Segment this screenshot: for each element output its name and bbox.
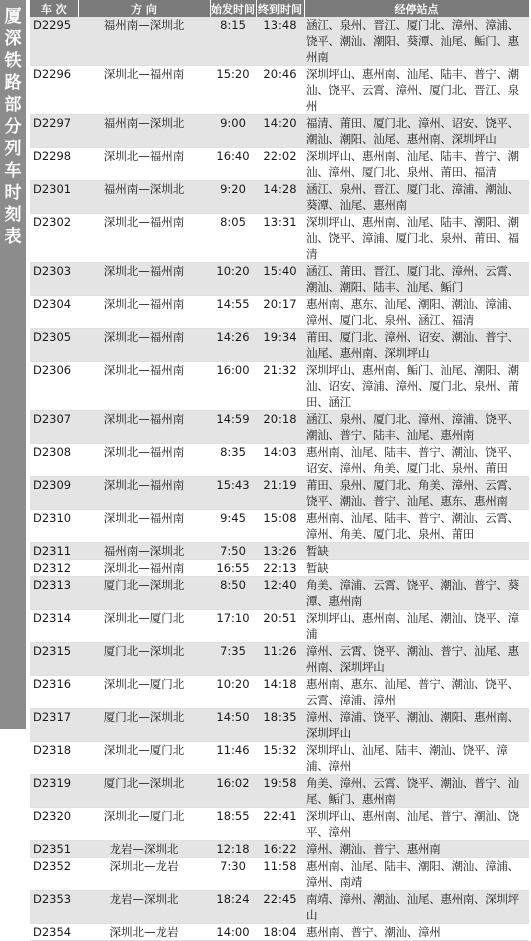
- departure-time: 17:10: [210, 610, 256, 643]
- stops: 深圳坪山、惠州南、汕尾、陆丰、普宁、潮汕、饶平、云霄、漳州、厦门北、晋江、泉州: [304, 66, 529, 115]
- departure-time: 15:20: [210, 66, 256, 115]
- departure-time: 7:30: [210, 858, 256, 891]
- table-row: [30, 858, 529, 891]
- stops: 漳州、云霄、饶平、潮汕、普宁、汕尾、惠州南、深圳坪山: [304, 643, 529, 676]
- table-row: [30, 510, 529, 543]
- departure-time: 9:45: [210, 510, 256, 543]
- table-row: [30, 543, 529, 560]
- side-title-char: 深: [4, 29, 22, 49]
- side-title-char: 表: [4, 227, 22, 247]
- departure-time: 15:43: [210, 477, 256, 510]
- table-row: [30, 115, 529, 148]
- direction: 厦门北—深圳北: [78, 775, 210, 808]
- train-number: D2309: [30, 477, 78, 510]
- arrival-time: 22:02: [256, 148, 304, 181]
- direction: 深圳北—福州南: [78, 214, 210, 263]
- direction: 福州南—深圳北: [78, 115, 210, 148]
- train-number: D2302: [30, 214, 78, 263]
- direction: 福州南—深圳北: [78, 17, 210, 66]
- train-number: D2303: [30, 263, 78, 296]
- stops: 深圳坪山、汕尾、陆丰、潮汕、饶平、漳浦、漳州: [304, 742, 529, 775]
- stops: 漳州、漳浦、饶平、潮汕、潮阳、惠州南、深圳坪山: [304, 709, 529, 742]
- departure-time: 16:55: [210, 560, 256, 577]
- arrival-time: 14:03: [256, 444, 304, 477]
- direction: 龙岩—深圳北: [78, 891, 210, 924]
- table-row: [30, 263, 529, 296]
- table-row: [30, 444, 529, 477]
- train-number: D2307: [30, 411, 78, 444]
- train-number: D2313: [30, 577, 78, 610]
- train-number: D2301: [30, 181, 78, 214]
- side-title-char: 部: [4, 95, 22, 115]
- table-row: [30, 610, 529, 643]
- departure-time: 8:05: [210, 214, 256, 263]
- arrival-time: 20:18: [256, 411, 304, 444]
- train-number: D2318: [30, 742, 78, 775]
- side-title-char: 列: [4, 139, 22, 159]
- header-direction: 方 向: [78, 0, 210, 17]
- table-row: [30, 643, 529, 676]
- direction: 龙岩—深圳北: [78, 841, 210, 858]
- train-number: D2352: [30, 858, 78, 891]
- departure-time: 14:00: [210, 924, 256, 941]
- train-number: D2306: [30, 362, 78, 411]
- arrival-time: 20:17: [256, 296, 304, 329]
- train-number: D2297: [30, 115, 78, 148]
- departure-time: 9:00: [210, 115, 256, 148]
- table-row: [30, 709, 529, 742]
- train-number: D2353: [30, 891, 78, 924]
- table-row: [30, 742, 529, 775]
- arrival-time: 22:13: [256, 560, 304, 577]
- stops: 深圳坪山、惠州南、汕尾、陆丰、普宁、潮汕、漳州、厦门北、泉州、莆田、福清: [304, 148, 529, 181]
- train-number: D2314: [30, 610, 78, 643]
- table-row: [30, 577, 529, 610]
- table-row: [30, 17, 529, 66]
- stops: 惠州南、普宁、潮汕、漳州: [304, 924, 529, 941]
- stops: 涵江、泉州、厦门北、漳州、漳浦、饶平、潮汕、普宁、陆丰、汕尾、惠州南: [304, 411, 529, 444]
- stops: 福清、莆田、厦门北、漳州、诏安、饶平、潮汕、潮阳、汕尾、惠州南、深圳坪山: [304, 115, 529, 148]
- table-row: [30, 841, 529, 858]
- train-number: D2354: [30, 924, 78, 941]
- train-number: D2295: [30, 17, 78, 66]
- direction: 厦门北—深圳北: [78, 643, 210, 676]
- stops: 角美、漳州、云霄、饶平、潮汕、普宁、汕尾、鲘门、惠州南: [304, 775, 529, 808]
- direction: 深圳北—福州南: [78, 411, 210, 444]
- train-number: D2304: [30, 296, 78, 329]
- train-number: D2319: [30, 775, 78, 808]
- departure-time: 8:15: [210, 17, 256, 66]
- table-row: [30, 362, 529, 411]
- table-row: [30, 775, 529, 808]
- table-row: [30, 676, 529, 709]
- stops: 涵江、泉州、晋江、厦门北、漳浦、潮汕、葵潭、汕尾、惠州南: [304, 181, 529, 214]
- side-title-char: 刻: [4, 205, 22, 225]
- direction: 深圳北—福州南: [78, 329, 210, 362]
- departure-time: 16:02: [210, 775, 256, 808]
- departure-time: 18:55: [210, 808, 256, 841]
- departure-time: 16:40: [210, 148, 256, 181]
- direction: 深圳北—福州南: [78, 296, 210, 329]
- arrival-time: 13:31: [256, 214, 304, 263]
- train-number: D2315: [30, 643, 78, 676]
- train-number: D2310: [30, 510, 78, 543]
- departure-time: 9:20: [210, 181, 256, 214]
- header-stops: 经停站点: [304, 0, 529, 17]
- stops: 涵江、莆田、晋江、厦门北、漳州、云霄、潮汕、潮阳、陆丰、汕尾、鲘门: [304, 263, 529, 296]
- stops: 惠州南、汕尾、陆丰、普宁、潮汕、云霄、漳州、角美、厦门北、泉州、莆田: [304, 510, 529, 543]
- arrival-time: 21:32: [256, 362, 304, 411]
- side-title-char: 铁: [4, 51, 22, 71]
- arrival-time: 22:45: [256, 891, 304, 924]
- arrival-time: 14:20: [256, 115, 304, 148]
- departure-time: 14:55: [210, 296, 256, 329]
- stops: 莆田、厦门北、漳州、诏安、潮汕、普宁、汕尾、惠州南、深圳坪山: [304, 329, 529, 362]
- arrival-time: 14:28: [256, 181, 304, 214]
- arrival-time: 20:51: [256, 610, 304, 643]
- stops: 深圳坪山、惠州南、汕尾、陆丰、潮阳、潮汕、饶平、漳浦、厦门北、泉州、莆田、福清: [304, 214, 529, 263]
- side-title-char: 时: [4, 183, 22, 203]
- arrival-time: 14:18: [256, 676, 304, 709]
- train-number: D2311: [30, 543, 78, 560]
- direction: 深圳北—福州南: [78, 477, 210, 510]
- header-departure: 始发时间: [210, 0, 256, 17]
- departure-time: 7:35: [210, 643, 256, 676]
- table-row: [30, 296, 529, 329]
- stops: 惠州南、汕尾、陆丰、潮阳、潮汕、漳浦、漳州、南靖: [304, 858, 529, 891]
- direction: 深圳北—厦门北: [78, 610, 210, 643]
- side-title-char: 分: [4, 117, 22, 137]
- stops: 暂缺: [304, 560, 529, 577]
- departure-time: 14:50: [210, 709, 256, 742]
- direction: 深圳北—福州南: [78, 444, 210, 477]
- arrival-time: 19:58: [256, 775, 304, 808]
- departure-time: 14:59: [210, 411, 256, 444]
- arrival-time: 20:46: [256, 66, 304, 115]
- arrival-time: 11:26: [256, 643, 304, 676]
- table-row: [30, 148, 529, 181]
- table-row: [30, 560, 529, 577]
- table-row: [30, 411, 529, 444]
- departure-time: 14:26: [210, 329, 256, 362]
- direction: 深圳北—福州南: [78, 362, 210, 411]
- table-row: [30, 477, 529, 510]
- timetable-table: [30, 0, 530, 941]
- arrival-time: 18:35: [256, 709, 304, 742]
- departure-time: 18:24: [210, 891, 256, 924]
- direction: 深圳北—厦门北: [78, 676, 210, 709]
- table-row: [30, 329, 529, 362]
- arrival-time: 12:40: [256, 577, 304, 610]
- train-number: D2296: [30, 66, 78, 115]
- stops: 惠州南、惠东、汕尾、潮阳、潮汕、漳浦、漳州、厦门北、泉州、涵江、福清: [304, 296, 529, 329]
- arrival-time: 13:26: [256, 543, 304, 560]
- departure-time: 11:46: [210, 742, 256, 775]
- arrival-time: 19:34: [256, 329, 304, 362]
- table-row: [30, 181, 529, 214]
- side-title-char: 车: [4, 161, 22, 181]
- direction: 深圳北—福州南: [78, 263, 210, 296]
- stops: 深圳坪山、惠州南、鲘门、汕尾、潮阳、潮汕、诏安、漳浦、漳州、厦门北、泉州、莆田、涵江: [304, 362, 529, 411]
- train-number: D2305: [30, 329, 78, 362]
- stops: 南靖、漳州、潮汕、汕尾、惠州南、深圳坪山: [304, 891, 529, 924]
- departure-time: 7:50: [210, 543, 256, 560]
- arrival-time: 15:32: [256, 742, 304, 775]
- train-number: D2316: [30, 676, 78, 709]
- departure-time: 12:18: [210, 841, 256, 858]
- arrival-time: 15:40: [256, 263, 304, 296]
- timetable-body: [30, 17, 529, 941]
- direction: 深圳北—福州南: [78, 510, 210, 543]
- stops: 暂缺: [304, 543, 529, 560]
- direction: 深圳北—龙岩: [78, 858, 210, 891]
- train-number: D2298: [30, 148, 78, 181]
- header-arrival: 终到时间: [256, 0, 304, 17]
- direction: 深圳北—龙岩: [78, 924, 210, 941]
- departure-time: 10:20: [210, 676, 256, 709]
- stops: 惠州南、惠东、汕尾、普宁、潮汕、饶平、云霄、漳浦、漳州: [304, 676, 529, 709]
- direction: 厦门北—深圳北: [78, 577, 210, 610]
- table-row: [30, 808, 529, 841]
- train-number: D2320: [30, 808, 78, 841]
- table-row: [30, 891, 529, 924]
- stops: 漳州、潮汕、普宁、惠州南: [304, 841, 529, 858]
- departure-time: 8:35: [210, 444, 256, 477]
- table-row: [30, 66, 529, 115]
- direction: 深圳北—厦门北: [78, 808, 210, 841]
- table-row: [30, 214, 529, 263]
- stops: 涵江、泉州、晋江、厦门北、漳州、漳浦、饶平、潮汕、潮阳、葵潭、汕尾、鲘门、惠州南: [304, 17, 529, 66]
- train-number: D2308: [30, 444, 78, 477]
- train-number: D2351: [30, 841, 78, 858]
- direction: 深圳北—福州南: [78, 560, 210, 577]
- train-number: D2312: [30, 560, 78, 577]
- direction: 福州南—深圳北: [78, 543, 210, 560]
- arrival-time: 16:22: [256, 841, 304, 858]
- train-number: D2317: [30, 709, 78, 742]
- side-title-char: 厦: [4, 7, 22, 27]
- stops: 角美、漳浦、云霄、饶平、潮汕、普宁、葵潭、惠州南: [304, 577, 529, 610]
- header-row: [30, 0, 529, 17]
- side-title: [0, 0, 26, 729]
- direction: 深圳北—厦门北: [78, 742, 210, 775]
- departure-time: 8:50: [210, 577, 256, 610]
- arrival-time: 15:08: [256, 510, 304, 543]
- direction: 深圳北—福州南: [78, 66, 210, 115]
- arrival-time: 18:04: [256, 924, 304, 941]
- direction: 福州南—深圳北: [78, 181, 210, 214]
- arrival-time: 13:48: [256, 17, 304, 66]
- stops: 深圳坪山、惠州南、汕尾、潮汕、饶平、漳浦: [304, 610, 529, 643]
- departure-time: 16:00: [210, 362, 256, 411]
- timetable: [30, 0, 529, 941]
- arrival-time: 11:58: [256, 858, 304, 891]
- stops: 深圳坪山、惠州南、汕尾、普宁、潮汕、饶平、漳州: [304, 808, 529, 841]
- departure-time: 10:20: [210, 263, 256, 296]
- direction: 厦门北—深圳北: [78, 709, 210, 742]
- direction: 深圳北—福州南: [78, 148, 210, 181]
- arrival-time: 22:41: [256, 808, 304, 841]
- table-row: [30, 924, 529, 941]
- header-train: 车 次: [30, 0, 78, 17]
- stops: 惠州南、汕尾、陆丰、普宁、潮汕、饶平、诏安、漳州、角美、厦门北、泉州、莆田: [304, 444, 529, 477]
- stops: 莆田、泉州、厦门北、角美、漳州、云霄、饶平、潮汕、普宁、汕尾、惠东、惠州南: [304, 477, 529, 510]
- arrival-time: 21:19: [256, 477, 304, 510]
- side-title-char: 路: [4, 73, 22, 93]
